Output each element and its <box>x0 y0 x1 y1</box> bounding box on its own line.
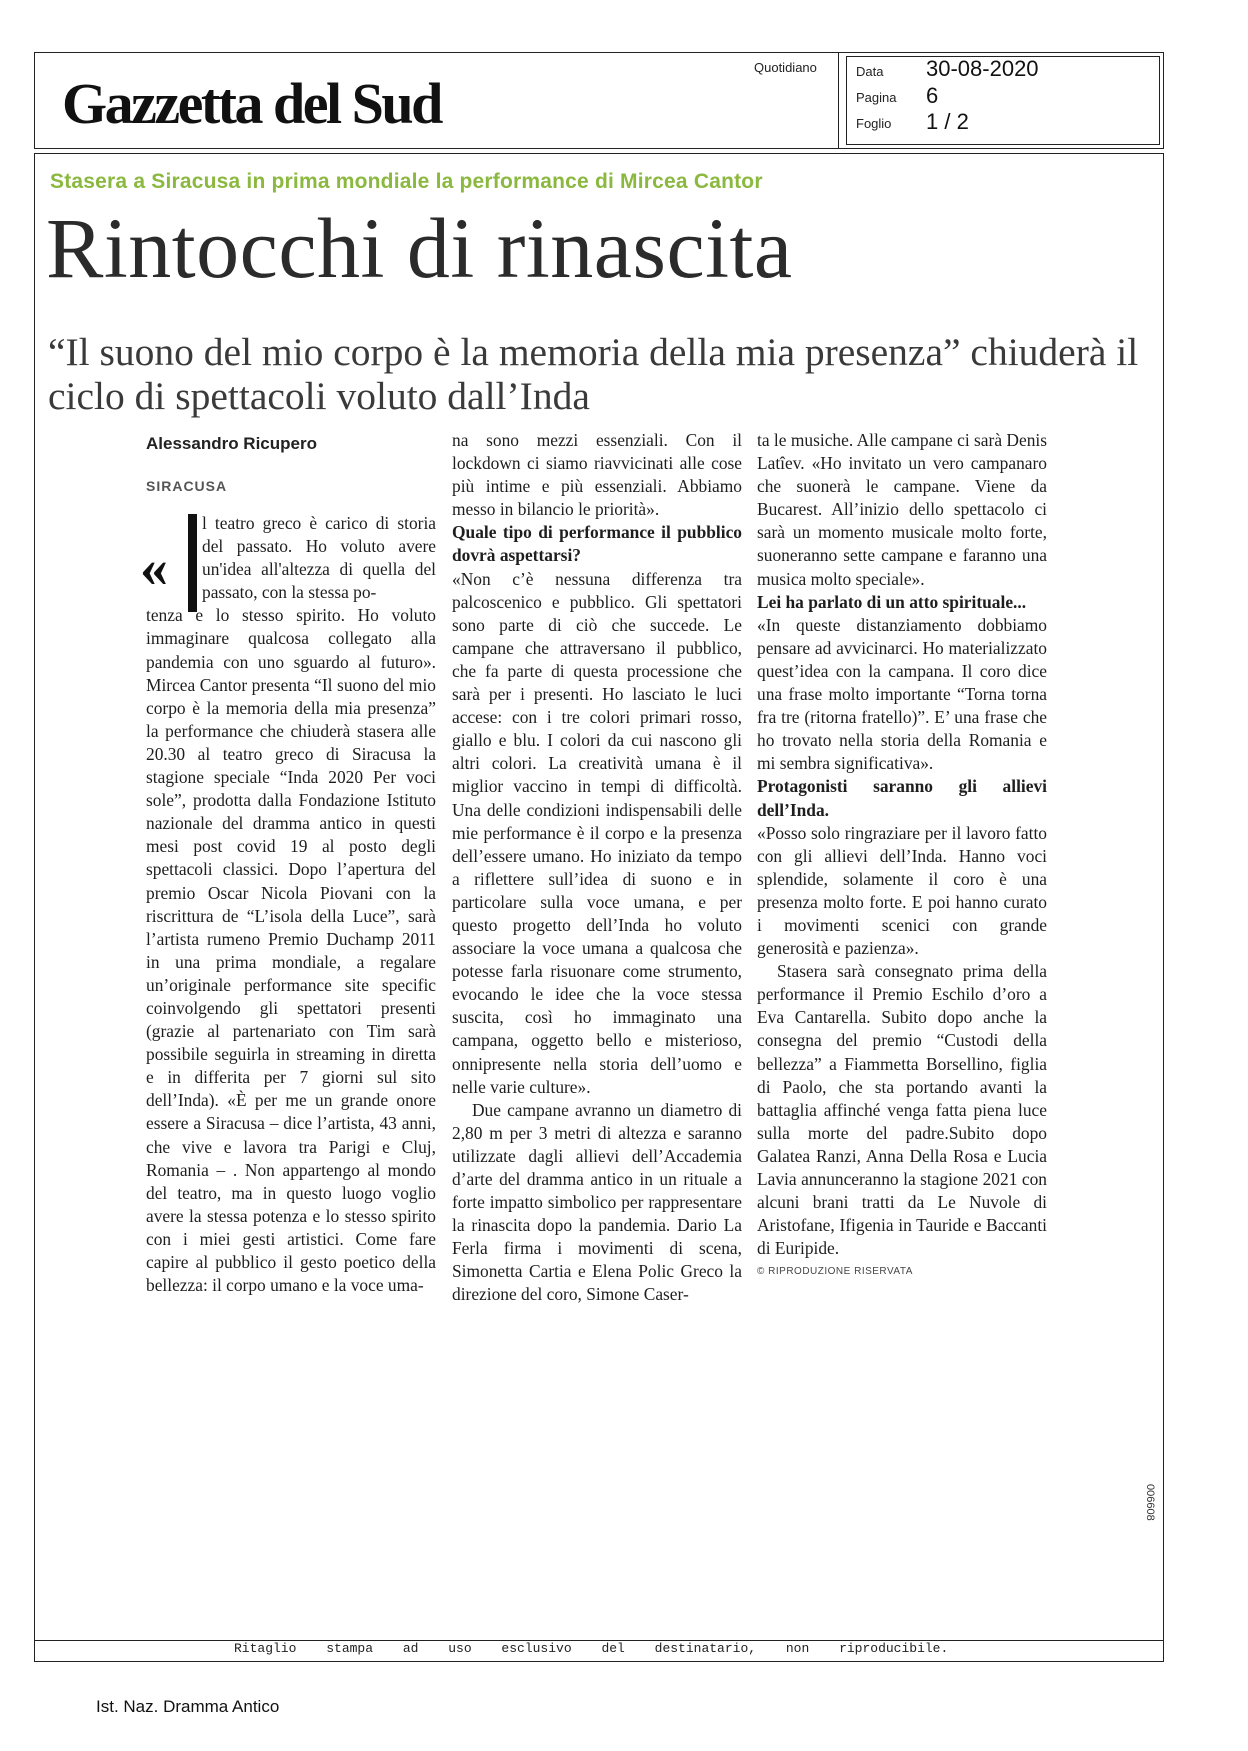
article-column-3 <box>757 429 1047 1283</box>
pagina-label: Pagina <box>856 90 897 105</box>
article-kicker: Stasera a Siracusa in prima mondiale la performance di Mircea Cantor <box>50 170 763 193</box>
data-value: 30-08-2020 <box>926 56 1039 81</box>
source-label: Ist. Naz. Dramma Antico <box>96 1697 280 1716</box>
interview-question: Quale tipo di performance il pubblico dovrà aspettarsi? <box>452 522 742 566</box>
article-headline: Rintocchi di rinascita <box>46 200 793 296</box>
column-1-paragraph: tenza e lo stesso spirito. Ho voluto immaginare qualcosa collegato alla pandemia con uno sguardo al futuro». Mircea Cantor presenta “Il suono del mio corpo è la memoria della mia presenza” la performance che chiuderà stasera alle 20.30 al teatro greco di Siracusa la stagione speciale “Inda 2020 Per voci sole”, prodotta dalla Fondazione Istituto nazionale del dramma antico in questi mesi post covid 19 al posto degli spettacoli classici. Dopo l’apertura del premio Oscar Nicola Piovani con la riscrittura de “L’isola della Luce”, sarà l’artista rumeno Premio Duchamp 2011 in una prima mondiale, a regalare un’originale performance site specific coinvolgendo gli spettatori presenti (grazie al partenariato con Tim sarà possibile seguirla in streaming in diretta e in differita per 7 giorni sul sito dell’Inda). «È per me un grande onore essere a Siracusa – dice l’artista, 43 anni, che vive e lavora tra Parigi e Cluj, Romania – . Non appartengo al mondo del teatro, ma in questo luogo voglio avere la stessa potenza e lo stesso spirito con i miei gesti artistici. Come fare capire al pubblico il gesto poetico della bellezza: il corpo umano e la voce uma- <box>146 605 436 1296</box>
column-3-paragraph: Stasera sarà consegnato prima della performance il Premio Eschilo d’oro a Eva Cantarella. Subito dopo anche la consegna del premio “Custodi della bellezza” a Fiammetta Borsellino, figlia di Paolo, che sta portando avanti la battaglia affinché venga fatta piena luce sulla morte del padre.Subito dopo Galatea Ranzi, Anna Della Rosa e Lucia Lavia annunceranno la stagione 2021 con alcuni brani tratti da Le Nuvole di Aristofane, Ifigenia in Tauride e Baccanti di Euripide. <box>757 961 1047 1259</box>
column-1-lead: l teatro greco è carico di storia del passato. Ho voluto avere un'idea all'altezza di quella del passato, con la stessa po- <box>202 513 436 603</box>
column-2-paragraph: «Non c’è nessuna differenza tra palcoscenico e pubblico. Gli spettatori sono parte di ciò che succede. Le campane che attraversano il pubblico, che fa parte di questa processione che sarà per i presenti. Ho lasciato le luci accese: con i tre colori primari rosso, giallo e blu. I colori da cui nascono gli altri colori. La creatività umana è il miglior vaccino in tempi di difficoltà. Una delle condizioni indispensabili delle mie performance è il corpo e la presenza dell’essere umano. Ho iniziato da tempo a riflettere sull’idea di suono e in particolare sulla voce umana, e per questo progetto dell’Inda ho voluto associare la voce umana a qualcosa che potesse farla risuonare come strumento, evocando le idee che la voce stessa suscita, così ho immaginato una campana, oggetto bello e misterioso, onnipresente nella storia dell’uomo e nelle varie culture». <box>452 568 742 1097</box>
column-3-paragraph: «In queste distanziamento dobbiamo pensare ad avvicinarci. Ho materializzato quest’idea con la campana. Il coro dice una frase molto importante “Torna torna fra tre (ritorna fratello)”. E’ una frase che ho trovato nella storia della Romania e mi sembra significativa». <box>757 614 1047 774</box>
interview-question: Lei ha parlato di un atto spirituale... <box>757 591 1027 612</box>
pagina-value: 6 <box>926 83 939 108</box>
column-2-paragraph: Due campane avranno un diametro di 2,80 m per 3 metri di altezza e saranno utilizzate dagli allievi dell’Accademia d’arte del dramma antico in un rituale a forte impatto simbolico per rappresentare la rinascita dopo la pandemia. Dario La Ferla firma i movimenti di scena, Simonetta Cartia e Elena Polic Greco la direzione del coro, Simone Caser- <box>452 1099 742 1305</box>
article-column-2 <box>452 429 742 1307</box>
article-byline: Alessandro Ricupero <box>146 434 317 453</box>
publication-type: Quotidiano <box>754 60 817 75</box>
article-column-1 <box>146 512 436 1297</box>
dropcap-quote-mark: « <box>140 537 168 599</box>
article-dateline: SIRACUSA <box>146 478 228 494</box>
data-label: Data <box>856 64 884 79</box>
column-3-paragraph: «Posso solo ringraziare per il lavoro fatto con gli allievi dell’Inda. Hanno voci splendide, solamente il coro è una presenza molto forte. E poi hanno curato i movimenti scenici con grande generosità e pazienza». <box>757 822 1047 959</box>
foglio-value: 1 / 2 <box>926 109 969 134</box>
rights-notice: © RIPRODUZIONE RISERVATA <box>757 1266 913 1278</box>
reproduction-notice: Ritaglio stampa ad uso esclusivo del destinatario, non riproducibile. <box>234 1641 949 1656</box>
column-2-paragraph: na sono mezzi essenziali. Con il lockdown ci siamo riavvicinati alle cose più intime e più essenziali. Abbiamo messo in bilancio le priorità». <box>452 430 742 520</box>
column-3-paragraph: ta le musiche. Alle campane ci sarà Denis Latîev. «Ho invitato un vero campanaro che suonerà le campane. Viene da Bucarest. All’inizio dello spettacolo ci sarà un momento musicale molto forte, suoneranno sette campane e faranno una musica molto speciale». <box>757 430 1047 589</box>
interview-question: Protagonisti saranno gli allievi dell’Inda. <box>757 776 1047 820</box>
foglio-label: Foglio <box>856 116 892 131</box>
side-code: 006608 <box>1144 1484 1156 1521</box>
article-deck: “Il suono del mio corpo è la memoria della mia presenza” chiuderà il ciclo di spettacoli voluto dall’Inda <box>48 330 1139 418</box>
masthead-logo: Gazzetta del Sud <box>62 71 441 136</box>
